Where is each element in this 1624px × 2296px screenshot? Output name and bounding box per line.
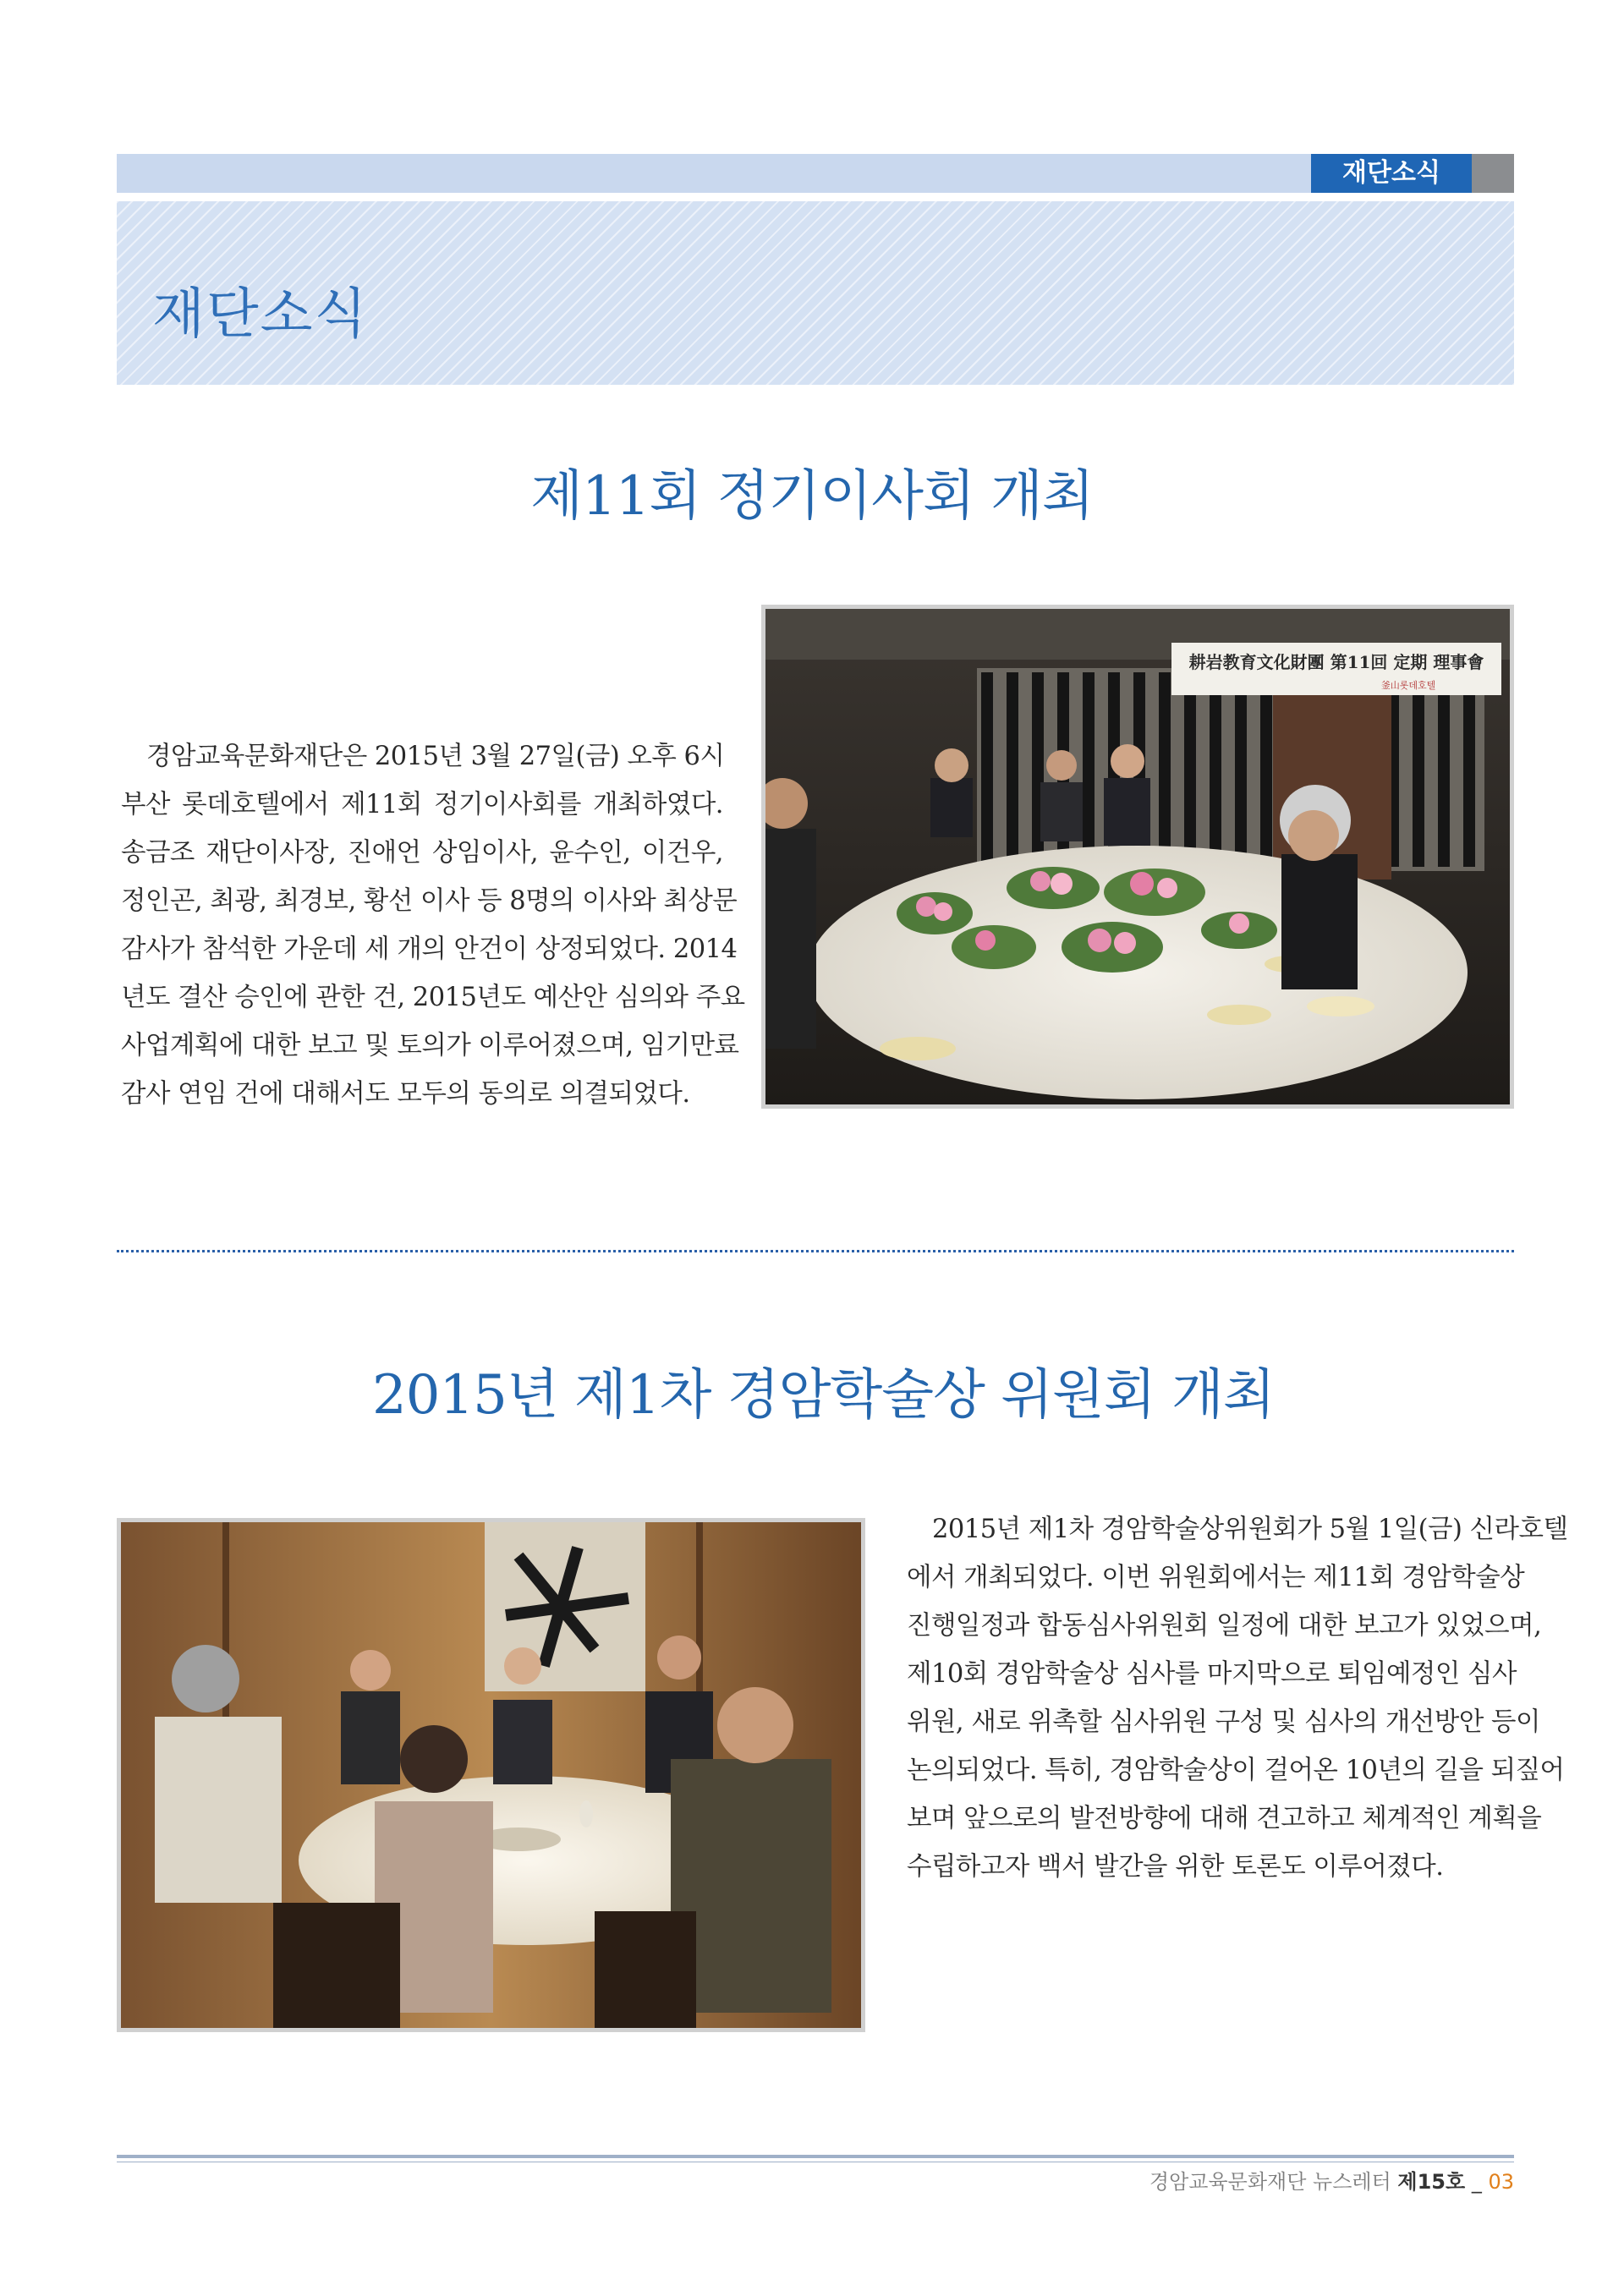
board-meeting-photo (761, 605, 1514, 1109)
footer-rule (117, 2155, 1514, 2158)
body-line: 논의되었다. 특히, 경암학술상이 걸어온 10년의 길을 되짚어 (907, 1756, 1565, 1785)
page-title: 재단소식 (152, 283, 369, 346)
board-meeting-image (765, 609, 1510, 1104)
footer (930, 2165, 1514, 2195)
body-line: 송금조 재단이사장, 진애언 상임이사, 윤수인, 이건우, (121, 838, 723, 868)
body-line: 정인곤, 최광, 최경보, 황선 이사 등 8명의 이사와 최상문 (121, 886, 738, 916)
article-heading: 2015년 제1차 경암학술상 위원회 개최 (372, 1364, 1275, 1427)
body-line: 수립하고자 백서 발간을 위한 토론도 이루어졌다. (907, 1852, 1444, 1882)
body-line: 제10회 경암학술상 심사를 마지막으로 퇴임예정인 심사 (907, 1659, 1517, 1689)
footer-publisher: 경암교육문화재단 뉴스레터 (1149, 2170, 1391, 2194)
body-line: 2015년 제1차 경암학술상위원회가 5월 1일(금) 신라호텔 (932, 1515, 1568, 1544)
section-divider (117, 1250, 1514, 1252)
body-line: 년도 결산 승인에 관한 건, 2015년도 예산안 심의와 주요 (121, 983, 745, 1012)
body-line: 보며 앞으로의 발전방향에 대해 견고하고 체계적인 계획을 (907, 1804, 1542, 1833)
body-line: 위원, 새로 위촉할 심사위원 구성 및 심사의 개선방안 등이 (907, 1707, 1540, 1737)
body-line: 감사 연임 건에 대해서도 모두의 동의로 의결되었다. (121, 1079, 690, 1109)
body-line: 부산 롯데호텔에서 제11회 정기이사회를 개최하였다. (121, 790, 723, 819)
banner-text: 耕岩教育文化財團 第11回 定期 理事會 (1188, 652, 1484, 672)
body-line: 경암교육문화재단은 2015년 3월 27일(금) 오후 6시 (146, 742, 725, 771)
article-heading: 제11회 정기이사회 개최 (530, 465, 1094, 528)
body-line: 사업계획에 대한 보고 및 토의가 이루어졌으며, 임기만료 (121, 1031, 739, 1060)
section-tag-accent (1472, 154, 1514, 193)
body-line: 에서 개최되었다. 이번 위원회에서는 제11회 경암학술상 (907, 1563, 1525, 1592)
page-number: 03 (1488, 2170, 1514, 2194)
banner-subtext: 釜山롯데호텔 (1380, 680, 1436, 691)
footer-issue: 제15호 (1397, 2170, 1466, 2194)
header-band (117, 154, 1514, 193)
body-line: 감사가 참석한 가운데 세 개의 안건이 상정되었다. 2014 (121, 934, 738, 964)
committee-meeting-photo (117, 1518, 865, 2032)
section-tag: 재단소식 (1311, 154, 1472, 193)
article-body (907, 1505, 1568, 1891)
body-line: 진행일정과 합동심사위원회 일정에 대한 보고가 있었으며, (907, 1611, 1542, 1641)
committee-meeting-image (121, 1522, 861, 2028)
footer-separator: _ (1471, 2170, 1482, 2194)
article-body (121, 732, 745, 1118)
